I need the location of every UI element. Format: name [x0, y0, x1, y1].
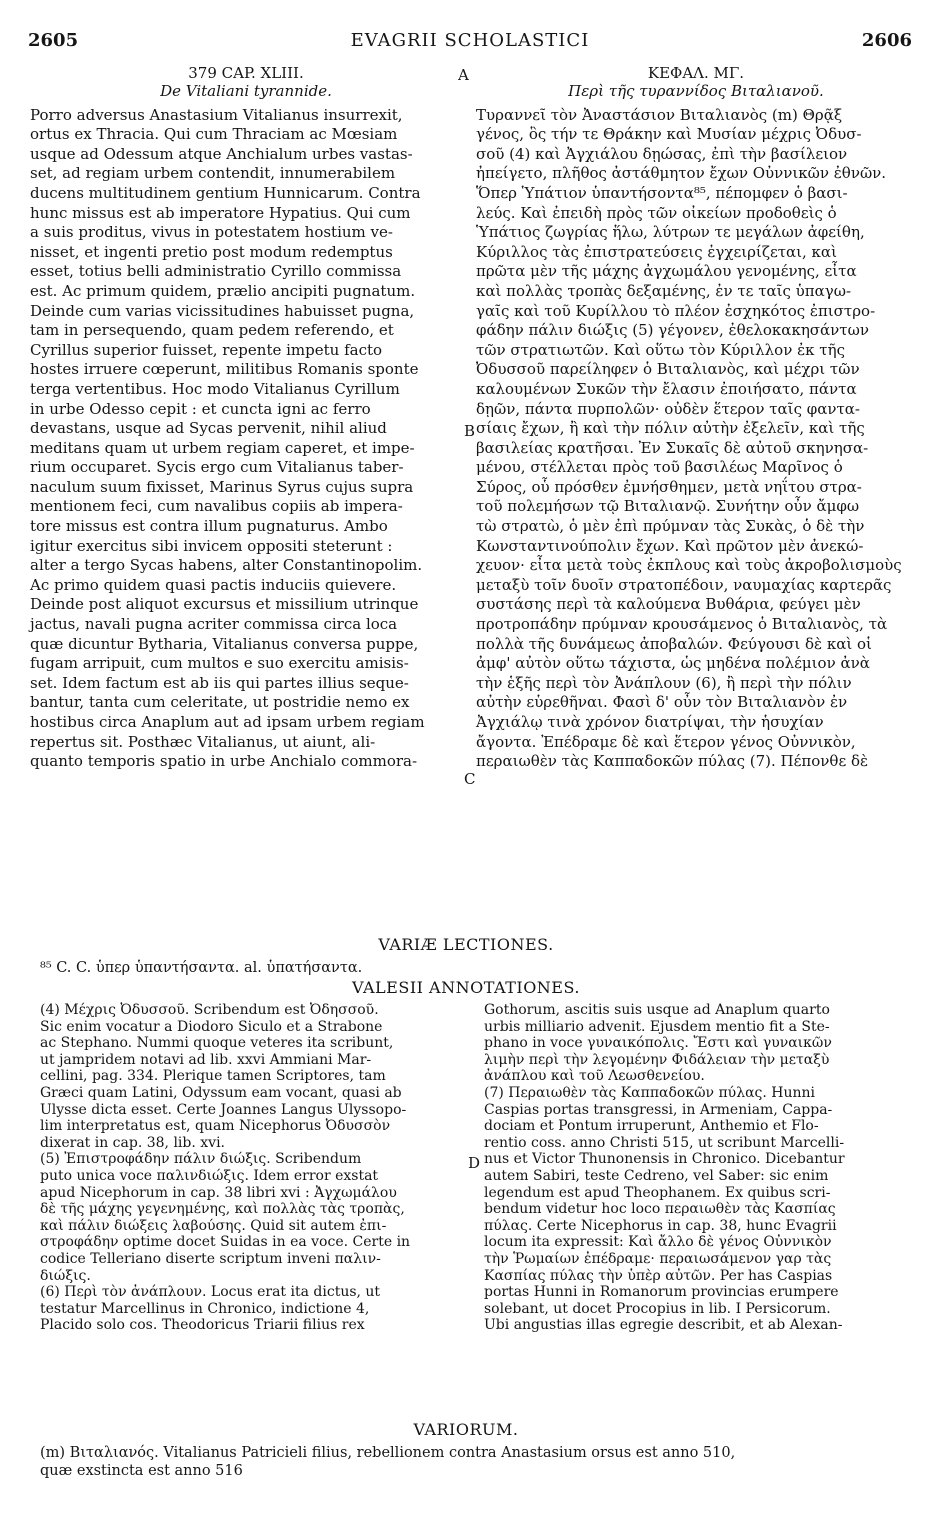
annotation-line: λιμὴν περὶ τὴν λεγομένην Φιδάλειαν τὴν μεταξὺ: [484, 1051, 830, 1068]
annotation-line: (6) Περὶ τὸν ἀνάπλουν. Locus erat ita dictus, ut: [40, 1284, 381, 1301]
latin-text-line: mentionem feci, cum navalibus copiis ab impera-: [30, 497, 403, 516]
latin-text-line: usque ad Odessum atque Anchialum urbes vastas-: [30, 144, 413, 163]
running-title: EVAGRII SCHOLASTICI: [350, 30, 590, 51]
annotation-line: Ulysse dicta esset. Certe Joannes Langus Ulyssopo-: [40, 1101, 407, 1118]
annotation-line: dociam et Pontum irruperunt, Anthemio et Flo-: [484, 1118, 819, 1135]
annotation-line: Gothorum, ascitis suis usque ad Anaplum quarto: [484, 1002, 830, 1018]
greek-text-line: Ὑπάτιος ζωγρίας ἥλω, λύτρων τε μεγάλων ἀφείθη,: [476, 223, 865, 242]
greek-text-line: γαῖς καὶ τοῦ Κυρίλλου τὸ πλέον ἐσχηκότος ἐπιστρο-: [476, 301, 876, 320]
greek-text-line: Κύριλλος τὰς ἐπιστρατεύσεις ἐγχειρίζεται, καὶ: [476, 242, 837, 261]
greek-text-line: τὼ στρατὼ, ὁ μὲν ἐπὶ πρύμναν τὰς Συκὰς, ὁ δὲ τὴν: [476, 517, 865, 536]
latin-text-line: set. Idem factum est ab iis qui partes illius seque-: [30, 673, 409, 692]
valesii-annotationes-title: VALESII ANNOTATIONES.: [352, 978, 580, 997]
latin-chapter-heading: 379 CAP. XLIII.: [188, 64, 304, 82]
variorum-title: VARIORUM.: [413, 1420, 519, 1439]
annotation-line: Placido solo cos. Theodoricus Triarii filius rex: [40, 1317, 365, 1334]
variorum-line: (m) Βιταλιανός. Vitalianus Patricieli filius, rebellionem contra Anastasium orsus est anno 510,: [40, 1445, 736, 1461]
greek-text-line: μένου, στέλλεται πρὸς τοῦ βασιλέως Μαρῖνος ὁ: [476, 458, 843, 477]
margin-letter-c: C: [464, 770, 476, 788]
annotation-line: Sic enim vocatur a Diodoro Siculo et a Strabone: [40, 1018, 383, 1035]
annotation-line: διώξις.: [40, 1267, 91, 1284]
annotation-line: apud Nicephorum in cap. 38 libri xvi : Ἀγχωμάλου: [40, 1184, 397, 1201]
greek-text-line: Ἀγχιάλῳ τινὰ χρόνον διατρίψαι, τὴν ἡσυχίαν: [476, 713, 824, 731]
annotation-line: testatur Marcellinus in Chronico, indictione 4,: [40, 1300, 370, 1317]
annotation-line: locum ita expressit: Καὶ ἄλλο δὲ γένος Οὐννικὸν: [484, 1234, 832, 1251]
greek-text-line: αὐτὴν εὑρεθῆναι. Φασὶ δ' οὖν τὸν Βιταλιανὸν ἐν: [476, 693, 848, 712]
page-number-left: 2605: [28, 30, 79, 51]
greek-text-line: τὴν ἑξῆς περὶ τὸν Ἀνάπλουν (6), ἢ περὶ τὴν πόλιν: [476, 673, 852, 692]
variorum-line: quæ exstincta est anno 516: [40, 1463, 243, 1479]
latin-text: [30, 106, 462, 772]
latin-text-line: Deinde post aliquot excursus et missilium utrinque: [30, 595, 419, 614]
annotation-line: Κασπίας πύλας τὴν ὑπὲρ αὐτῶν. Per has Caspias: [484, 1267, 833, 1284]
latin-text-line: quæ dicuntur Bytharia, Vitalianus conversa puppe,: [30, 634, 419, 653]
variae-lectiones-title: VARIÆ LECTIONES.: [378, 935, 554, 954]
latin-text-line: repertus sit. Posthæc Vitalianus, ut aiunt, ali-: [30, 732, 376, 751]
greek-text-line: φάδην πάλιν διώξις (5) γέγονεν, ἐθελοκακησάντων: [476, 321, 869, 340]
annotation-line: codice Telleriano diserte scriptum inveni παλιν-: [40, 1250, 381, 1267]
latin-text-line: est. Ac primum quidem, prælio ancipiti pugnatum.: [30, 281, 416, 300]
greek-text-line: Ὀδυσσοῦ παρείληφεν ὁ Βιταλιανὸς, καὶ μέχρι τῶν: [476, 360, 860, 379]
greek-text-line: πρῶτα μὲν τῆς μάχης ἀγχωμάλου γενομένης, εἶτα: [476, 262, 857, 281]
greek-text-line: προτροπάδην πρύμναν κρουσάμενος ὁ Βιταλιανὸς, τὰ: [476, 615, 888, 634]
latin-text-line: alter a tergo Sycas habens, alter Constantinopolim.: [30, 556, 423, 575]
latin-text-line: set, ad regiam urbem contendit, innumerabilem: [30, 164, 396, 183]
greek-text-line: τοῦ πολεμήσων τῷ Βιταλιανῷ. Συνήτην οὖν ἄμφω: [476, 497, 860, 516]
annotation-line: ἀνάπλου καὶ τοῦ Λεωσθενείου.: [484, 1068, 705, 1085]
greek-text-line: ἀμφ' αὐτὸν οὕτω τάχιστα, ὡς μηδένα πολέμιον ἀνὰ: [476, 654, 870, 673]
latin-text-line: terga vertentibus. Hoc modo Vitalianus Cyrillum: [30, 379, 400, 398]
latin-text-line: Ac primo quidem quasi pactis induciis quievere.: [30, 575, 397, 594]
annotation-line: legendum est apud Theophanem. Ex quibus scri-: [484, 1184, 831, 1201]
annotation-line: ac Stephano. Nummi quoque veteres ita scribunt,: [40, 1035, 394, 1052]
annotations-right-column: [484, 1002, 910, 1334]
greek-text-line: ἄγοντα. Ἐπέδραμε δὲ καὶ ἕτερον γένος Οὐννικὸν,: [476, 732, 856, 751]
margin-letter-b: B: [464, 422, 476, 440]
greek-chapter-heading: ΚΕΦΑΛ. ΜΓ.: [647, 64, 745, 82]
latin-text-line: devastans, usque ad Sycas pervenit, nihil aliud: [30, 419, 387, 438]
annotation-line: Græci quam Latini, Odyssum eam vocant, quasi ab: [40, 1084, 402, 1101]
annotation-line: phano in voce γυναικόπολις. Ἔστι καὶ γυναικῶν: [484, 1035, 832, 1052]
annotation-line: Ubi angustias illas egregie describit, et ab Alexan-: [484, 1317, 843, 1334]
annotation-line: dixerat in cap. 38, lib. xvi.: [40, 1134, 225, 1151]
greek-text-line: περαιωθὲν τὰς Καππαδοκῶν πύλας (7). Πέπονθε δὲ: [476, 752, 869, 771]
annotation-line: nus et Victor Thunonensis in Chronico. Dicebantur: [484, 1151, 845, 1168]
latin-text-line: Porro adversus Anastasium Vitalianus insurrexit,: [30, 105, 403, 124]
annotation-line: urbis milliario advenit. Ejusdem mentio fit a Ste-: [484, 1018, 830, 1035]
greek-text-line: καλουμένων Συκῶν τὴν ἔλασιν ἐποιήσατο, πάντα: [476, 379, 857, 398]
annotation-line: autem Sabiri, teste Cedreno, vel Saber: sic enim: [484, 1167, 829, 1184]
greek-text-line: πολλὰ τῆς δυνάμεως ἀποβαλών. Φεύγουσι δὲ καὶ οἱ: [476, 634, 872, 653]
latin-text-line: esset, totius belli administratio Cyrillo commissa: [30, 262, 402, 281]
annotation-line: (7) Περαιωθὲν τὰς Καππαδοκῶν πύλας. Hunni: [484, 1084, 815, 1101]
latin-text-line: fugam arripuit, cum multos e suo exercitu amisis-: [30, 654, 409, 673]
latin-text-line: hostes irruere cœperunt, militibus Romanis sponte: [30, 360, 419, 379]
greek-text-line: συστάσης περὶ τὰ καλούμενα Βυθάρια, φεύγει μὲν: [476, 595, 861, 614]
greek-text: [476, 106, 916, 772]
annotation-line: portas Hunni in Romanorum provincias erumpere: [484, 1284, 839, 1301]
annotation-line: (5) Ἐπιστροφάδην πάλιν διώξις. Scribendum: [40, 1151, 362, 1168]
greek-text-line: καὶ πολλὰς τροπὰς δεξαμένης, ἐν τε ταῖς ὑπαγω-: [476, 281, 852, 300]
annotation-line: bendum videtur hoc loco περαιωθὲν τὰς Κασπίας: [484, 1201, 836, 1218]
greek-column: [476, 64, 916, 772]
running-header: [28, 30, 912, 60]
greek-text-line: μεταξὺ τοῖν δυοῖν στρατοπέδοιν, ναυμαχίας καρτερᾶς: [476, 575, 892, 594]
annotation-line: cellini, pag. 334. Plerique tamen Scriptores, tam: [40, 1068, 386, 1085]
latin-text-line: quanto temporis spatio in urbe Anchialo commora-: [30, 752, 418, 771]
greek-chapter-subtitle: Περὶ τῆς τυραννίδος Βιταλιανοῦ.: [568, 82, 824, 100]
greek-text-line: σοῦ (4) καὶ Ἀγχιάλου δῃώσας, ἐπὶ τὴν βασίλειον: [476, 144, 848, 163]
greek-text-line: βασιλείας κρατῆσαι. Ἐν Συκαῖς δὲ αὐτοῦ σκηνησα-: [476, 438, 869, 457]
latin-text-line: hostibus circa Anaplum aut ad ipsam urbem regiam: [30, 713, 425, 731]
latin-text-line: ortus ex Thracia. Qui cum Thraciam ac Mœsiam: [30, 125, 398, 144]
greek-text-line: Κωνσταντινούπολιν ἔχων. Καὶ πρῶτον μὲν ἀνεκώ-: [476, 536, 864, 555]
greek-text-line: γένος, ὃς τήν τε Θράκην καὶ Μυσίαν μέχρις Ὀδυσ-: [476, 125, 862, 144]
latin-text-line: in urbe Odesso cepit : et cuncta igni ac ferro: [30, 399, 371, 418]
annotations-left-column: [40, 1002, 458, 1334]
annotation-line: ut jampridem notavi ad lib. xxvi Ammiani Mar-: [40, 1051, 372, 1068]
latin-text-line: nisset, et ingenti pretio post modum redemptus: [30, 242, 393, 261]
greek-text-line: τῶν στρατιωτῶν. Καὶ οὕτω τὸν Κύριλλον ἐκ τῆς: [476, 340, 845, 359]
annotation-line: πύλας. Certe Nicephorus in cap. 38, hunc Evagrii: [484, 1217, 837, 1234]
greek-text-line: Τυραννεῖ τὸν Ἀναστάσιον Βιταλιανὸς (m) Θρᾷξ: [476, 105, 843, 124]
greek-text-line: λεύς. Καὶ ἐπειδὴ πρὸς τῶν οἰκείων προδοθεὶς ὁ: [476, 203, 837, 222]
annotation-line: δὲ τῆς μάχης γεγενημένης, καὶ πολλὰς τὰς τροπὰς,: [40, 1201, 405, 1218]
latin-text-line: Cyrillus superior fuisset, repente impetu facto: [30, 340, 383, 359]
annotation-line: τὴν Ῥωμαίων ἐπέδραμε· περαιωσάμενον γαρ τὰς: [484, 1250, 832, 1267]
latin-column: [30, 64, 462, 772]
latin-text-line: a suis proditus, vivus in potestatem hostium ve-: [30, 223, 393, 242]
latin-text-line: Deinde cum varias vicissitudines habuisset pugna,: [30, 301, 415, 320]
annotation-line: στροφάδην optime docet Suidas in ea voce. Certe in: [40, 1234, 411, 1251]
annotation-line: puto unica voce παλινδιώξις. Idem error exstat: [40, 1167, 379, 1184]
margin-letter-d: D: [468, 1154, 481, 1172]
page-number-right: 2606: [861, 30, 912, 51]
latin-text-line: hunc missus est ab imperatore Hypatius. Qui cum: [30, 203, 411, 222]
latin-text-line: bantur, tanta cum celeritate, ut postridie nemo ex: [30, 693, 410, 712]
annotation-line: solebant, ut docet Procopius in lib. I Persicorum.: [484, 1300, 831, 1317]
annotation-line: (4) Μέχρις Ὀδυσσοῦ. Scribendum est Ὀδησσοῦ.: [40, 1002, 379, 1018]
latin-text-line: tore missus est contra illum pugnaturus. Ambo: [30, 517, 388, 536]
margin-letter-a: A: [458, 66, 469, 84]
latin-text-line: meditans quam ut urbem regiam caperet, et impe-: [30, 438, 415, 457]
latin-text-line: igitur exercitus sibi invicem oppositi steterunt :: [30, 536, 393, 555]
variae-lectiones-note: ⁸⁵ C. C. ὑπερ ὑπαντήσαντα. al. ὑπατήσαντα.: [40, 960, 363, 976]
latin-text-line: tam in persequendo, quam pedem referendo, et: [30, 321, 394, 340]
greek-text-line: Ὅπερ Ὑπάτιον ὑπαντήσοντα⁸⁵, πέπομφεν ὁ βασι-: [476, 183, 848, 202]
variorum-note: [40, 1444, 908, 1480]
latin-text-line: ducens multitudinem gentium Hunnicarum. Contra: [30, 183, 421, 202]
greek-text-line: σίαις ἔχων, ἢ καὶ τὴν πόλιν αὐτὴν ἐξελεῖν, καὶ τῆς: [476, 419, 865, 438]
annotation-line: rentio coss. anno Christi 515, ut scribunt Marcelli-: [484, 1134, 845, 1151]
greek-text-line: Σύρος, οὗ πρόσθεν ἐμνήσθημεν, μετὰ νηΐτου στρα-: [476, 477, 862, 496]
latin-chapter-subtitle: De Vitaliani tyrannide.: [160, 82, 332, 100]
latin-text-line: rium occuparet. Sycis ergo cum Vitalianus taber-: [30, 458, 404, 477]
annotation-line: lim interpretatus est, quam Nicephorus Ὀδυσσὸν: [40, 1118, 391, 1135]
latin-text-line: jactus, navali pugna acriter commissa circa loca: [30, 615, 398, 634]
greek-text-line: χευον· εἶτα μετὰ τοὺς ἐκπλους καὶ τοὺς ἀκροβολισμοὺς: [476, 556, 902, 575]
latin-text-line: naculum suum fixisset, Marinus Syrus cujus supra: [30, 477, 414, 496]
greek-text-line: ἠπείγετο, πλῆθος ἀστάθμητον ἔχων Οὐννικῶν ἐθνῶν.: [476, 164, 887, 183]
annotation-line: Caspias portas transgressi, in Armeniam, Cappa-: [484, 1101, 833, 1118]
greek-text-line: δῃῶν, πάντα πυρπολῶν· οὐδὲν ἕτερον ταῖς φαντα-: [476, 399, 860, 418]
annotation-line: καὶ πάλιν διώξεις λαβούσης. Quid sit autem ἐπι-: [40, 1217, 387, 1234]
